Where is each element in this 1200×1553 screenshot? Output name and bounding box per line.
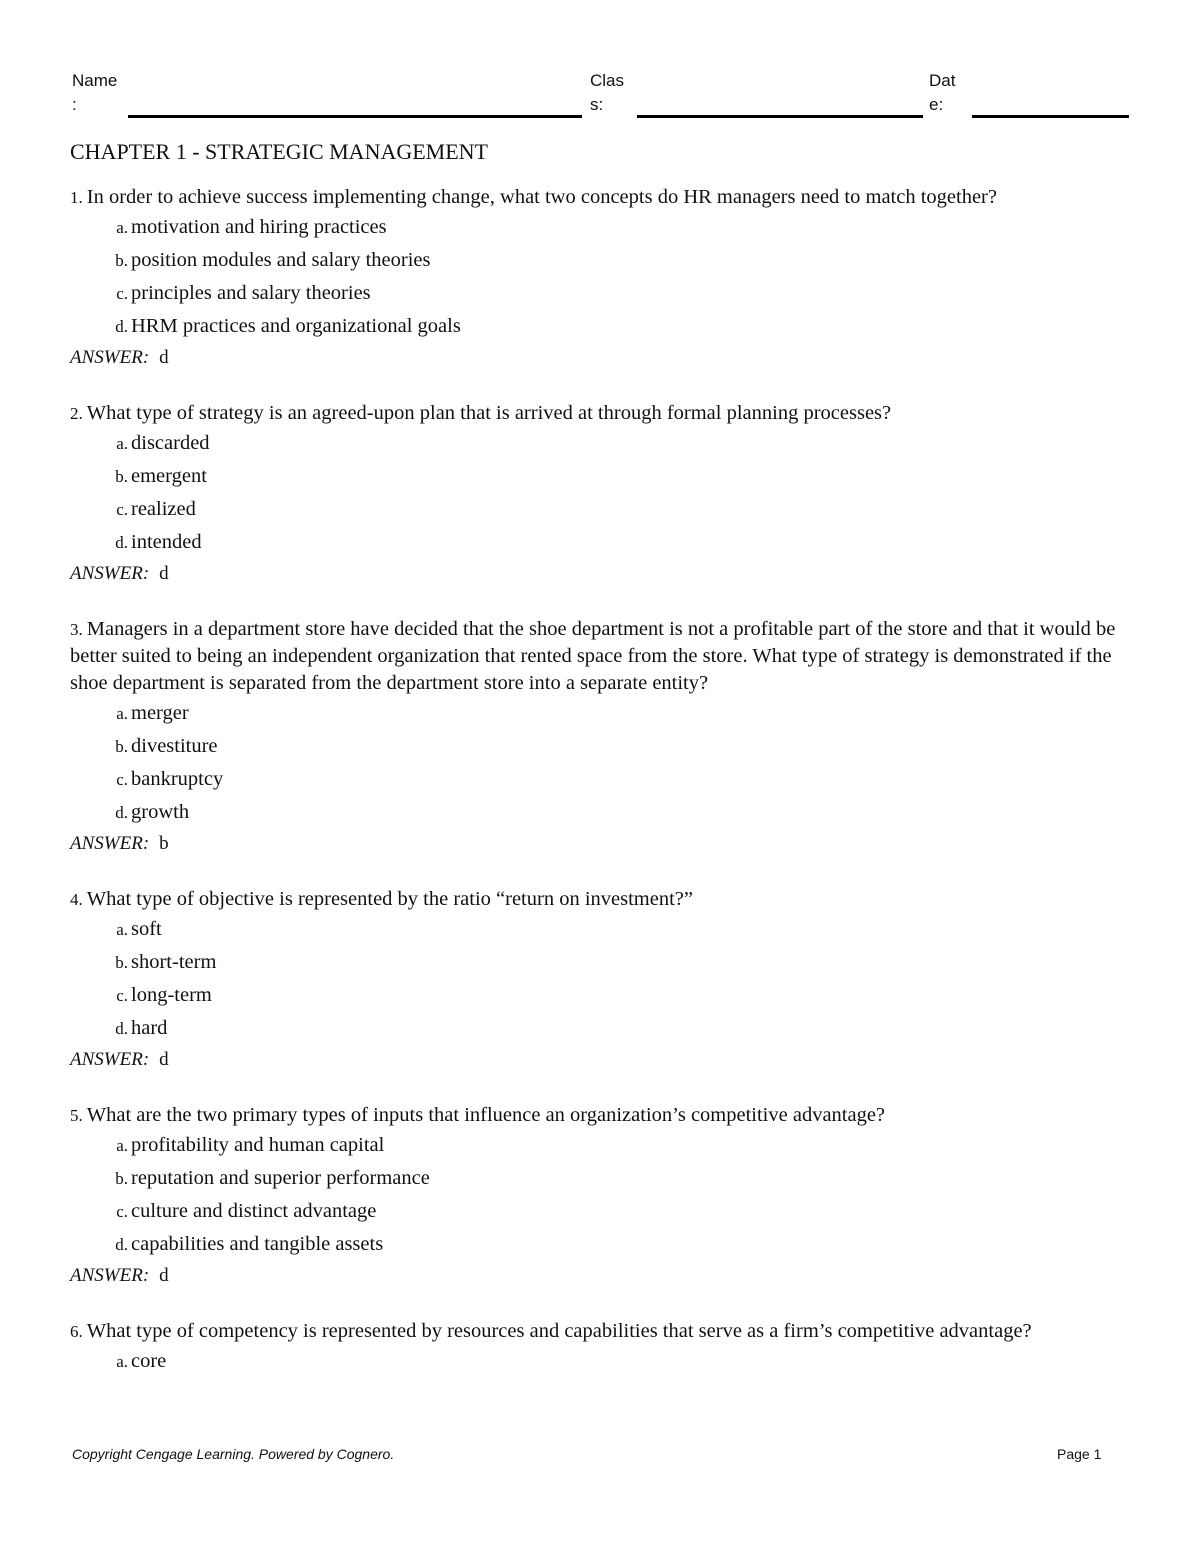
option-text: capabilities and tangible assets	[131, 1233, 384, 1255]
option-text: discarded	[131, 432, 210, 454]
option-item	[70, 211, 1130, 244]
option-letter: c.	[116, 986, 128, 1005]
answer-label: ANSWER:	[70, 1049, 150, 1070]
class-label: Clas	[590, 71, 625, 90]
option-text: motivation and hiring practices	[131, 216, 387, 238]
answer-line	[70, 1262, 1130, 1289]
option-letter: c.	[116, 1202, 128, 1221]
option-item	[70, 1195, 1130, 1228]
option-item	[70, 1012, 1130, 1045]
option-letter: b.	[115, 251, 128, 270]
option-text: position modules and salary theories	[131, 249, 431, 271]
answer-label: ANSWER:	[70, 347, 150, 368]
option-text: merger	[131, 702, 189, 724]
question-stem: What type of strategy is an agreed-upon plan that is arrived at through formal planning processes?	[86, 402, 892, 424]
option-item	[70, 1228, 1130, 1261]
question-text	[70, 616, 1130, 697]
question-4	[70, 886, 1130, 1073]
option-letter: a.	[116, 1136, 128, 1155]
option-letter: a.	[116, 434, 128, 453]
question-list	[70, 184, 1130, 1407]
answer-line	[70, 1046, 1130, 1073]
answer-value: b	[159, 833, 169, 854]
option-text: growth	[131, 801, 190, 823]
question-number: 5.	[70, 1106, 83, 1125]
option-text: core	[131, 1350, 167, 1372]
question-1	[70, 184, 1130, 371]
option-letter: c.	[116, 770, 128, 789]
option-letter: d.	[115, 1019, 128, 1038]
option-text: hard	[131, 1017, 168, 1039]
option-item	[70, 310, 1130, 343]
option-item	[70, 913, 1130, 946]
question-stem: Managers in a department store have decided that the shoe department is not a profitable part of the store and that it would be better suited to being an independent organization that rented space from the store. What type of strategy is demonstrated if the shoe department is separated from the department store into a separate entity?	[70, 618, 1116, 694]
option-text: profitability and human capital	[131, 1134, 385, 1156]
answer-label: ANSWER:	[70, 1265, 150, 1286]
option-letter: b.	[115, 467, 128, 486]
option-item	[70, 946, 1130, 979]
option-text: long-term	[131, 984, 212, 1006]
question-stem: In order to achieve success implementing change, what two concepts do HR managers need to match together?	[86, 186, 997, 208]
answer-options	[70, 1345, 1130, 1378]
question-6	[70, 1318, 1130, 1378]
option-letter: c.	[116, 284, 128, 303]
date-label-colon: e:	[929, 95, 944, 114]
class-field[interactable]	[637, 115, 923, 118]
question-text	[70, 400, 1130, 427]
question-text	[70, 1318, 1130, 1345]
question-number: 1.	[70, 188, 83, 207]
option-text: realized	[131, 498, 196, 520]
answer-line	[70, 560, 1130, 587]
option-text: bankruptcy	[131, 768, 224, 790]
question-text	[70, 886, 1130, 913]
answer-value: d	[159, 1049, 169, 1070]
question-stem: What are the two primary types of inputs that influence an organization’s competitive advantage?	[86, 1104, 886, 1126]
option-letter: d.	[115, 803, 128, 822]
question-text	[70, 1102, 1130, 1129]
question-number: 2.	[70, 404, 83, 423]
answer-options	[70, 1129, 1130, 1261]
answer-options	[70, 913, 1130, 1045]
option-item	[70, 277, 1130, 310]
option-item	[70, 427, 1130, 460]
option-letter: d.	[115, 317, 128, 336]
option-text: short-term	[131, 951, 217, 973]
question-text	[70, 184, 1130, 211]
date-field[interactable]	[972, 115, 1129, 118]
option-item	[70, 493, 1130, 526]
option-item	[70, 730, 1130, 763]
question-5	[70, 1102, 1130, 1289]
question-3	[70, 616, 1130, 857]
option-text: principles and salary theories	[131, 282, 371, 304]
option-letter: a.	[116, 1352, 128, 1371]
option-letter: b.	[115, 737, 128, 756]
copyright-notice: Copyright Cengage Learning. Powered by Cognero.	[72, 1446, 395, 1462]
option-letter: b.	[115, 953, 128, 972]
option-text: intended	[131, 531, 202, 553]
class-label-colon: s:	[590, 95, 604, 114]
answer-line	[70, 830, 1130, 857]
question-number: 6.	[70, 1322, 83, 1341]
option-letter: c.	[116, 500, 128, 519]
option-letter: d.	[115, 1235, 128, 1254]
question-stem: What type of competency is represented by resources and capabilities that serve as a firm’s competitive advantage?	[86, 1320, 1032, 1342]
option-text: reputation and superior performance	[131, 1167, 430, 1189]
question-number: 3.	[70, 620, 83, 639]
option-item	[70, 1162, 1130, 1195]
option-item	[70, 763, 1130, 796]
student-info-header	[0, 70, 1200, 126]
chapter-title: CHAPTER 1 - STRATEGIC MANAGEMENT	[70, 139, 488, 164]
option-item	[70, 460, 1130, 493]
option-item	[70, 526, 1130, 559]
option-item	[70, 244, 1130, 277]
answer-value: d	[159, 1265, 169, 1286]
option-text: culture and distinct advantage	[131, 1200, 377, 1222]
answer-value: d	[159, 347, 169, 368]
name-field[interactable]	[128, 115, 582, 118]
option-item	[70, 1129, 1130, 1162]
answer-options	[70, 211, 1130, 343]
option-text: divestiture	[131, 735, 218, 757]
page-footer	[0, 1446, 1200, 1468]
answer-label: ANSWER:	[70, 833, 150, 854]
option-item	[70, 979, 1130, 1012]
question-number: 4.	[70, 890, 83, 909]
option-letter: d.	[115, 533, 128, 552]
option-item	[70, 697, 1130, 730]
answer-value: d	[159, 563, 169, 584]
date-label: Dat	[929, 71, 956, 90]
option-text: HRM practices and organizational goals	[131, 315, 461, 337]
option-item	[70, 796, 1130, 829]
option-letter: a.	[116, 920, 128, 939]
name-label: Name	[72, 71, 118, 90]
question-stem: What type of objective is represented by the ratio “return on investment?”	[86, 888, 693, 910]
page-number: Page 1	[1057, 1446, 1102, 1462]
option-text: soft	[131, 918, 162, 940]
option-item	[70, 1345, 1130, 1378]
option-letter: b.	[115, 1169, 128, 1188]
answer-label: ANSWER:	[70, 563, 150, 584]
option-text: emergent	[131, 465, 207, 487]
question-2	[70, 400, 1130, 587]
option-letter: a.	[116, 218, 128, 237]
name-label-colon: :	[72, 95, 77, 114]
answer-options	[70, 697, 1130, 829]
answer-options	[70, 427, 1130, 559]
answer-line	[70, 344, 1130, 371]
option-letter: a.	[116, 704, 128, 723]
